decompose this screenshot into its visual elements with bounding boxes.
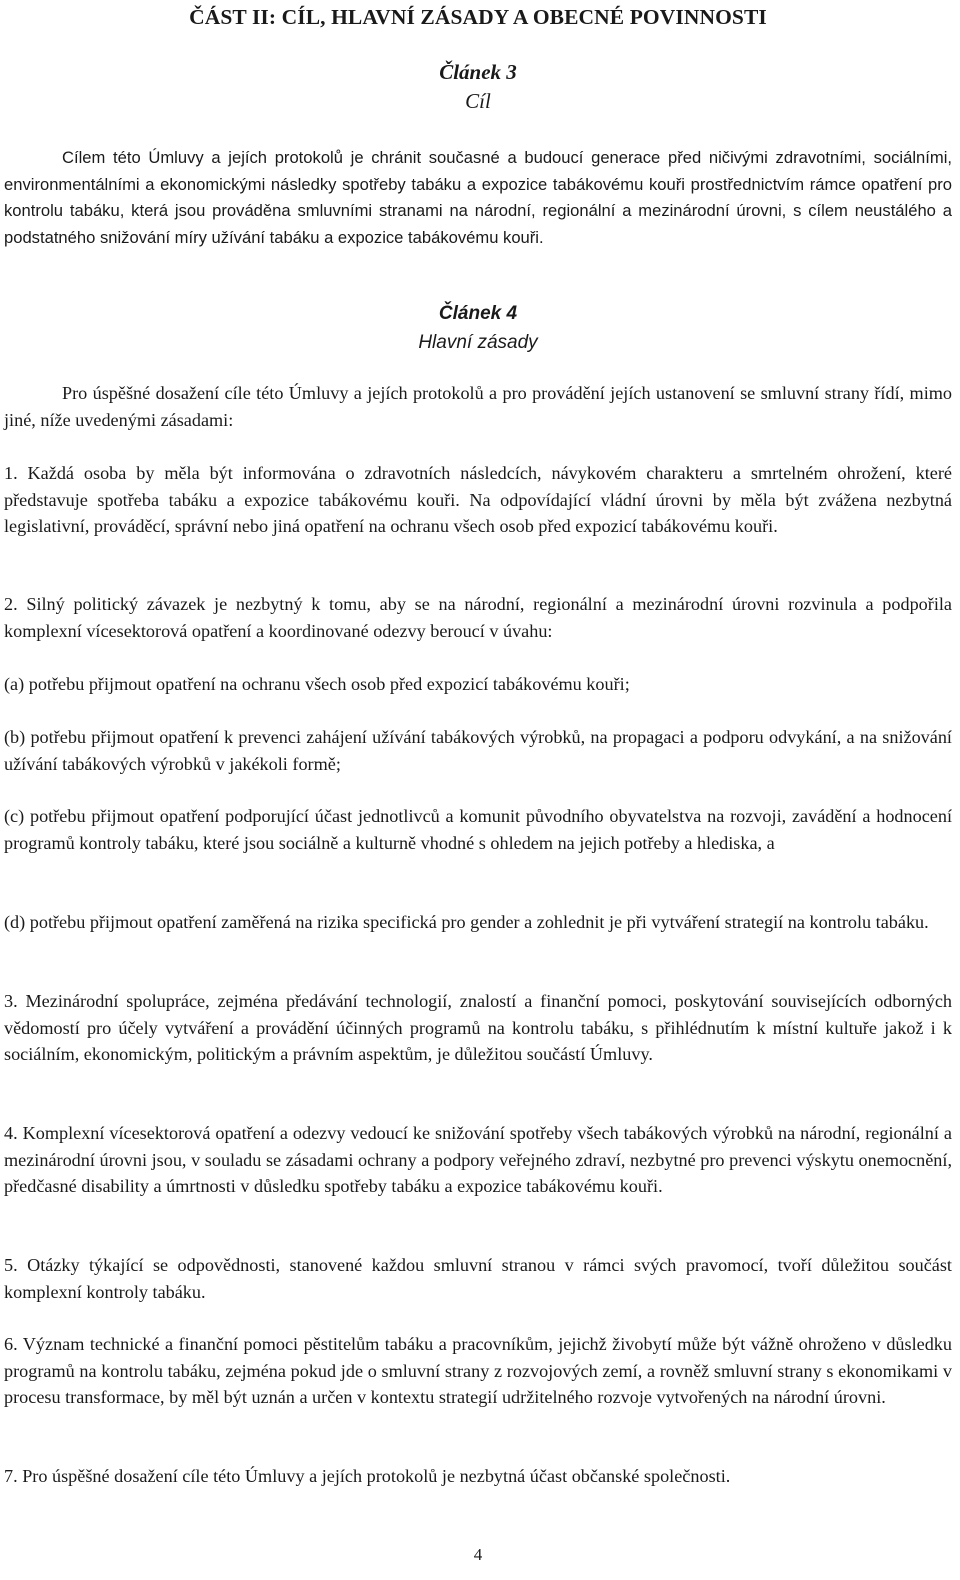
article-4-intro: Pro úspěšné dosažení cíle této Úmluvy a jejích protokolů a pro provádění jejích ustanovení se smluvní strany řídí, mimo jiné, níže uvedenými zásadami: [4, 383, 952, 430]
principle-2b: (b) potřebu přijmout opatření k prevenci zahájení užívání tabákových výrobků, na propagaci a podporu odvykání, a na snižování užívání tabákových výrobků v jakékoli formě; [4, 727, 952, 774]
article-4-number: Článek 4 [438, 303, 518, 324]
principle-2d: (d) potřebu přijmout opatření zaměřená na rizika specifická pro gender a zohlednit je při vytváření strategií na kontrolu tabáku. [4, 912, 929, 932]
principle-2c: (c) potřebu přijmout opatření podporující účast jednotlivců a komunit původního obyvatelstva na rozvoji, zavádění a hodnocení programů kontroly tabáku, které jsou sociálně a kulturně vhodné s ohledem na jejich potřeby a hlediska, a [4, 806, 952, 853]
principle-3: 3. Mezinárodní spolupráce, zejména předávání technologií, znalostí a finanční pomoci, poskytování souvisejících odborných vědomostí pro účely vytváření a provádění účinných programů na kontrolu tabáku, s přihlédnutím k místní kultuře jakož i k sociálním, ekonomickým, politickým a právním aspektům, je důležitou součástí Úmluvy. [4, 991, 952, 1064]
article-3-title: Cíl [465, 89, 491, 113]
principle-6: 6. Význam technické a finanční pomoci pěstitelům tabáku a pracovníkům, jejichž živobytí může být vážně ohroženo v důsledku programů na kontrolu tabáku, zejména pokud jde o smluvní strany z rozvojových zemí, a rovněž smluvní strany s ekonomikami v procesu transformace, by měl být uznán a určen v kontextu strategií udržitelného rozvoje vytvořených na národní úrovni. [4, 1334, 952, 1407]
article-3-heading [4, 58, 952, 116]
principle-1: 1. Každá osoba by měla být informována o zdravotních následcích, návykovém charakteru a smrtelném ohrožení, které představuje spotřeba tabáku a expozice tabákovému kouři. Na odpovídající vládní úrovni by měla být zvážena nezbytná legislativní, prováděcí, správní nebo jiná opatření na ochranu všech osob před expozicí tabákovému kouři. [4, 463, 952, 536]
article-4-title: Hlavní zásady [418, 332, 538, 353]
principle-4: 4. Komplexní vícesektorová opatření a odezvy vedoucí ke snižování spotřeby všech tabákových výrobků na národní, regionální a mezinárodní úrovni jsou, v souladu se zásadami ochrany a podpory veřejného zdraví, nezbytné pro prevenci výskytu onemocnění, předčasné disability a úmrtnosti v důsledku spotřeby tabáku a expozice tabákovému kouři. [4, 1123, 952, 1196]
principle-2: 2. Silný politický závazek je nezbytný k tomu, aby se na národní, regionální a mezinárodní úrovni rozvinula a podpořila komplexní vícesektorová opatření a koordinované odezvy beroucí v úvahu: [4, 594, 952, 641]
principle-5: 5. Otázky týkající se odpovědnosti, stanovené každou smluvní stranou v rámci svých pravomocí, tvoří důležitou součást komplexní kontroly tabáku. [4, 1255, 952, 1302]
principle-7: 7. Pro úspěšné dosažení cíle této Úmluvy a jejích protokolů je nezbytná účast občanské společnosti. [4, 1466, 731, 1486]
article-3-number: Článek 3 [439, 60, 517, 84]
article-4-heading [4, 299, 952, 357]
page-number: 4 [473, 1545, 483, 1564]
article-3-text: Cílem této Úmluvy a jejích protokolů je chránit současné a budoucí generace před ničivými zdravotními, sociálními, environmentálními a ekonomickými následky spotřeby tabáku a expozice tabákovému kouři prostřednictvím rámce opatření pro kontrolu tabáku, která jsou prováděna smluvními stranami na národní, regionální a mezinárodní úrovni, s cílem neustálého a podstatného snižování míry užívání tabáku a expozice tabákovému kouři. [4, 148, 952, 247]
part-title: ČÁST II: CÍL, HLAVNÍ ZÁSADY A OBECNÉ POVINNOSTI [189, 5, 767, 29]
principle-2a: (a) potřebu přijmout opatření na ochranu všech osob před expozicí tabákovému kouři; [4, 674, 630, 694]
document-page [4, 0, 952, 1580]
